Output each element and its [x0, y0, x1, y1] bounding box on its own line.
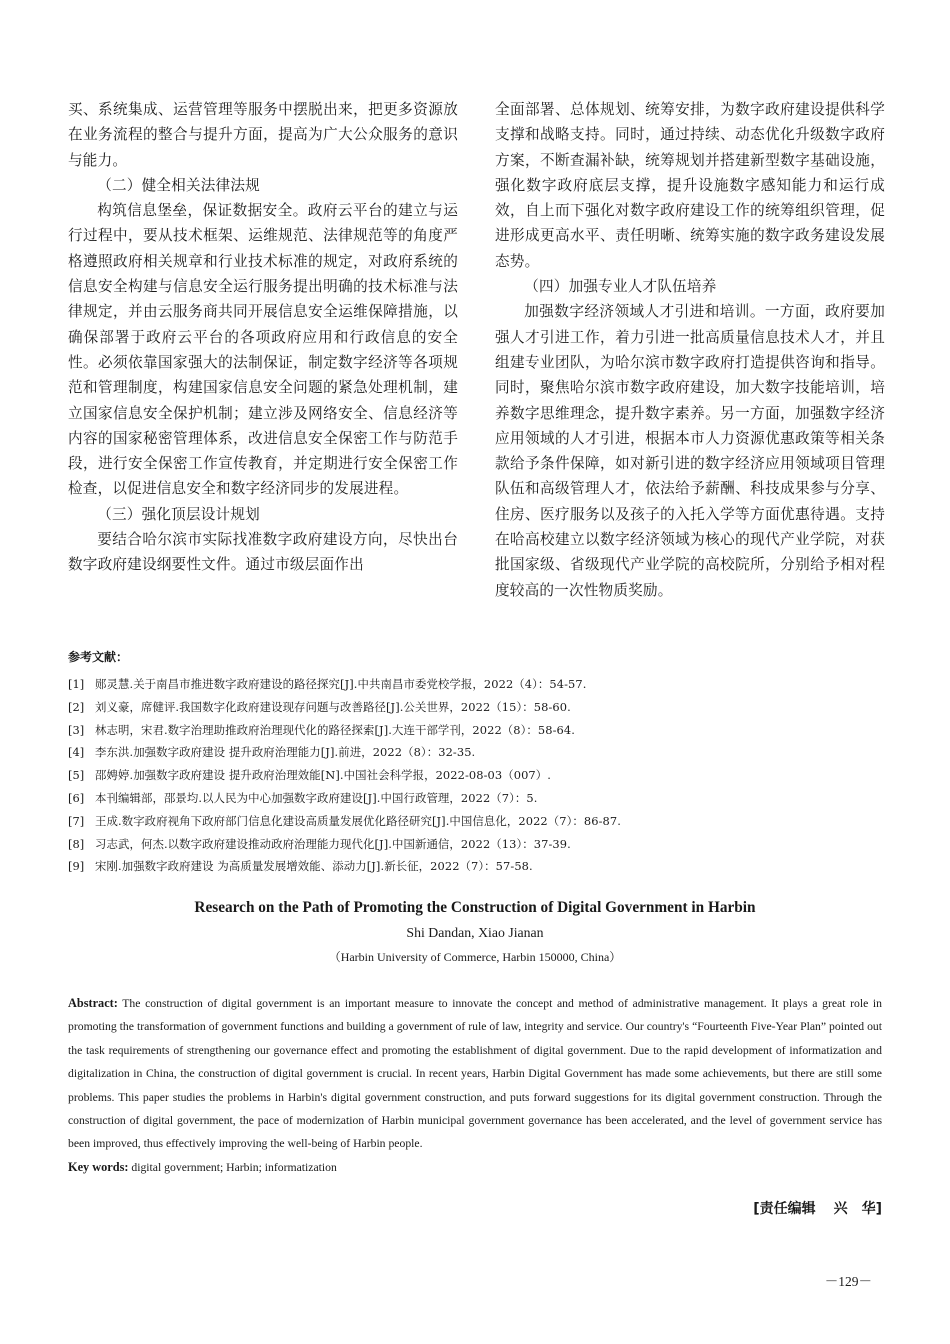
left-column	[68, 97, 458, 578]
reference-item	[68, 787, 884, 810]
keywords-label: Key words:	[68, 1159, 129, 1174]
reference-number: [5]	[68, 768, 85, 783]
reference-number: [7]	[68, 813, 85, 828]
abstract-text: The construction of digital government is an important measure to innovate the concept and method of administrative management. It plays a great role in promoting the transformation of government functions and building a government of rule of law, integrity and service. Our country's “Fourteenth Five-Year Plan” pointed out the task requirements of strengthening our governance effect and promoting the establishment of digital government. Due to the rapid development of informatization and digitalization in China, the construction of digital government is crucial. In recent years, Harbin Digital Government has made some achievements, but there are still some problems. This paper studies the problems in Harbin's digital government construction, and puts forward suggestions for its digital government construction. Through the construction of digital government, the pace of modernization of Harbin municipal government governance has been accelerated, and the level of government service has been improved, thus effectively improving the well-being of Harbin people.	[68, 997, 882, 1151]
english-abstract	[68, 992, 882, 1179]
section-heading: （三）强化顶层设计规划	[97, 505, 260, 523]
english-authors: Shi Dandan, Xiao Jianan	[406, 925, 544, 940]
reference-item	[68, 833, 884, 856]
reference-item	[68, 810, 884, 833]
reference-text: 邵娉婷.加强数字政府建设 提升政府治理效能[N].中国社会科学报，2022-08-03（007）.	[95, 768, 551, 783]
reference-number: [2]	[68, 699, 85, 714]
reference-number: [3]	[68, 722, 85, 737]
references-section	[68, 647, 884, 878]
reference-item	[68, 764, 884, 787]
abstract-paragraph	[68, 992, 882, 1156]
reference-item	[68, 719, 884, 742]
reference-text: 本刊编辑部，邵景均.以人民为中心加强数字政府建设[J].中国行政管理，2022（7）：5.	[95, 790, 538, 805]
body-columns	[68, 97, 884, 645]
page-number: －129－	[824, 1274, 872, 1289]
reference-text: 郧灵慧.关于南昌市推进数字政府建设的路径探究[J].中共南昌市委党校学报，2022（4）：54-57.	[95, 677, 587, 691]
editor-label: 责任编辑	[759, 1201, 816, 1217]
reference-item	[68, 855, 884, 878]
paragraph: 加强数字经济领域人才引进和培训。一方面，政府要加强人才引进工作，着力引进一批高质量信息技术人才，并且组建专业团队，为哈尔滨市数字政府打造提供咨询和指导。同时，聚焦哈尔滨市数字政府建设，加大数字技能培训，培养数字思维理念，提升数字素养。另一方面，加强数字经济应用领域的人才引进，根据本市人力资源优惠政策等相关条款给予条件保障，如对新引进的数字经济应用领域项目管理队伍和高级管理人才，依法给予薪酬、科技成果参与分享、住房、医疗服务以及孩子的入托入学等方面优惠待遇。支持在哈高校建立以数字经济领域为核心的现代产业学院，对获批国家级、省级现代产业学院的高校院所，分别给予相对程度较高的一次性物质奖励。	[495, 303, 885, 599]
paragraph: 构筑信息堡垒，保证数据安全。政府云平台的建立与运行过程中，要从技术框架、运维规范、法律规范等的角度严格遵照政府相关规章和行业技术标准的规定，对政府系统的信息安全构建与信息安全运行服务提出明确的技术标准与法律规定，并由云服务商共同开展信息安全运维保障措施，以确保部署于政府云平台的各项政府应用和行政信息的安全性。必须依靠国家强大的法制保证，制定数字经济等各项规范和管理制度，构建国家信息安全问题的紧急处理机制，建立国家信息安全保护机制；建立涉及网络安全、信息经济等内容的国家秘密管理体系，改进信息安全保密工作与防范手段，进行安全保密工作宣传教育，并定期进行安全保密工作检查，以促进信息安全和数字经济同步的发展进程。	[68, 202, 458, 498]
english-title: Research on the Path of Promoting the Construction of Digital Government in Harbin	[194, 899, 756, 916]
section-heading: （二）健全相关法律法规	[97, 176, 260, 194]
reference-number: [8]	[68, 836, 85, 851]
reference-number: [4]	[68, 745, 85, 760]
reference-text: 林志明，宋君.数字治理助推政府治理现代化的路径探索[J].大连干部学刊，2022（8）：58-64.	[95, 722, 575, 737]
references-title: 参考文献：	[68, 650, 129, 664]
reference-text: 宋刚.加强数字政府建设 为高质量发展增效能、添动力[J].新长征，2022（7）：57-58.	[95, 859, 533, 874]
reference-item	[68, 696, 884, 719]
section-heading: （四）加强专业人才队伍培养	[524, 278, 717, 296]
reference-text: 李东洪.加强数字政府建设 提升政府治理能力[J].前进，2022（8）：32-35.	[95, 745, 476, 760]
paragraph: 全面部署、总体规划、统筹安排，为数字政府建设提供科学支撑和战略支持。同时，通过持续、动态优化升级数字政府方案，不断查漏补缺，统筹规划并搭建新型数字基础设施，强化数字政府底层支撑，提升设施数字感知能力和运行成效，自上而下强化对数字政府建设工作的统筹组织管理，促进形成更高水平、责任明晰、统筹实施的数字政务建设发展态势。	[495, 101, 885, 270]
editor-bracket-left: [	[753, 1201, 760, 1217]
reference-text: 习志武，何杰.以数字政府建设推动政府治理能力现代化[J].中国新通信，2022（13）：37-39.	[95, 836, 571, 851]
reference-number: [1]	[68, 677, 85, 691]
right-column	[495, 97, 885, 603]
reference-number: [9]	[68, 859, 85, 874]
reference-item	[68, 741, 884, 764]
reference-item	[68, 673, 884, 696]
editor-bracket-right: ]	[875, 1201, 882, 1217]
paragraph: 要结合哈尔滨市实际找准数字政府建设方向，尽快出台数字政府建设纲要性文件。通过市级层面作出	[68, 531, 458, 574]
editor-name: 兴 华	[833, 1201, 876, 1217]
reference-number: [6]	[68, 790, 85, 805]
paragraph: 买、系统集成、运营管理等服务中摆脱出来，把更多资源放在业务流程的整合与提升方面，提高为广大公众服务的意识与能力。	[68, 101, 458, 169]
keywords-text: digital government; Harbin; informatization	[131, 1160, 337, 1174]
references-list	[68, 673, 884, 878]
responsible-editor	[753, 1198, 882, 1220]
abstract-label: Abstract:	[68, 996, 118, 1010]
english-affiliation: （Harbin University of Commerce, Harbin 150000, China）	[328, 950, 622, 964]
reference-text: 刘义豪，席健评.我国数字化政府建设现存问题与改善路径[J].公关世界，2022（15）：58-60.	[95, 699, 571, 714]
reference-text: 王成.数字政府视角下政府部门信息化建设高质量发展优化路径研究[J].中国信息化，2022（7）：86-87.	[95, 813, 621, 828]
keywords-paragraph	[68, 1156, 882, 1179]
